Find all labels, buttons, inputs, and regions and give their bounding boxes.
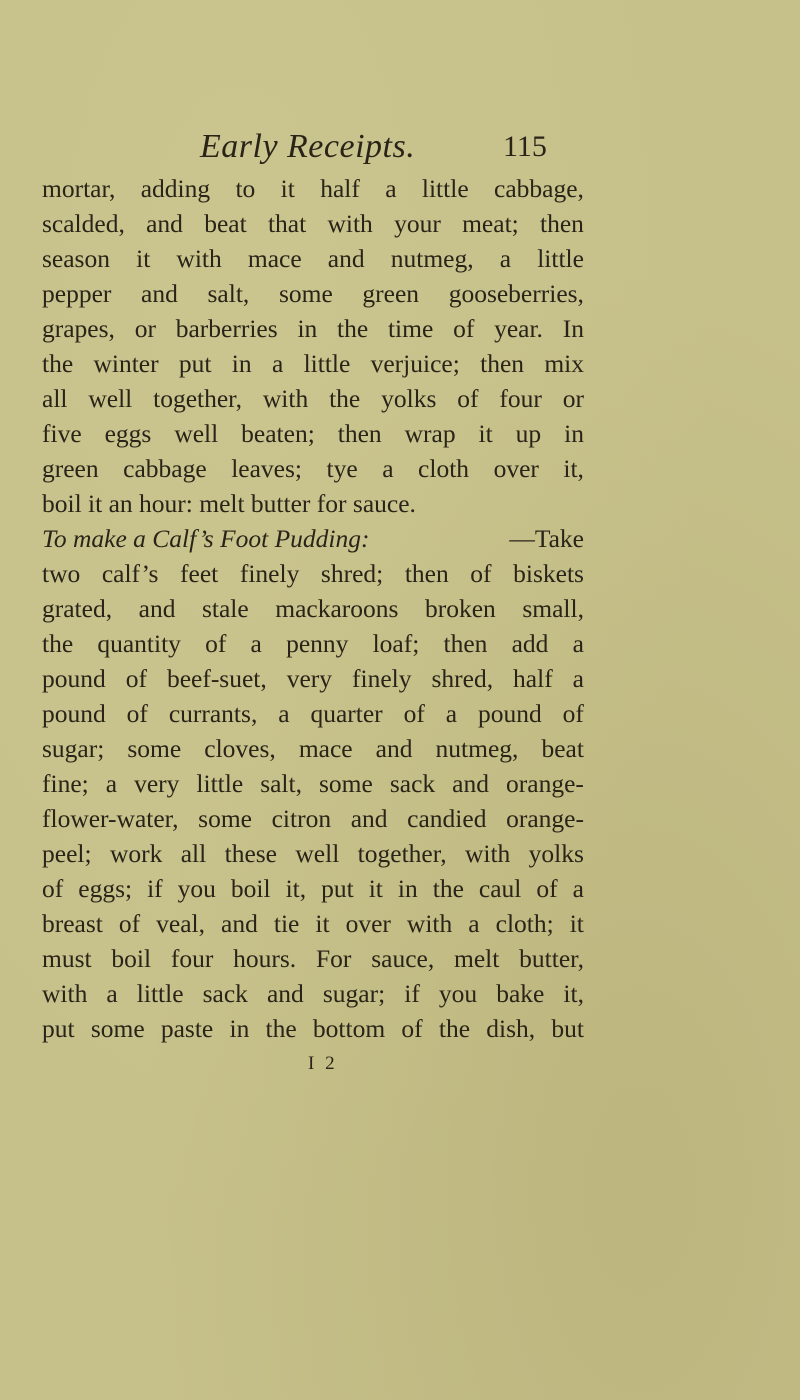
word: boil bbox=[111, 944, 152, 973]
word: the bbox=[438, 1014, 471, 1043]
word: penny bbox=[286, 629, 349, 658]
word: mortar, bbox=[42, 174, 116, 203]
word: calf’s bbox=[101, 559, 159, 588]
word: of bbox=[42, 874, 64, 903]
word: with bbox=[42, 979, 88, 1008]
word: of bbox=[470, 559, 492, 588]
word: it bbox=[368, 874, 383, 903]
word: quantity bbox=[97, 629, 181, 658]
word: if bbox=[147, 874, 163, 903]
word: but bbox=[551, 1014, 584, 1043]
word: For bbox=[315, 944, 352, 973]
text-line bbox=[42, 661, 584, 696]
word: mace bbox=[298, 734, 353, 763]
word: with bbox=[176, 244, 222, 273]
word: two bbox=[42, 559, 81, 588]
word: verjuice; bbox=[370, 349, 460, 378]
word: with bbox=[406, 909, 453, 938]
word: it bbox=[315, 909, 330, 938]
word: a bbox=[106, 979, 118, 1008]
word: over bbox=[493, 454, 539, 483]
word: five bbox=[42, 419, 82, 448]
word: shred, bbox=[431, 664, 494, 693]
word: quarter bbox=[310, 699, 383, 728]
word: and bbox=[221, 909, 258, 938]
word: the bbox=[329, 384, 361, 413]
word: in bbox=[297, 314, 318, 343]
text-line bbox=[42, 766, 584, 801]
word: then bbox=[337, 419, 382, 448]
word: dish, bbox=[486, 1014, 536, 1043]
word: orange- bbox=[506, 769, 584, 798]
word: in bbox=[231, 349, 252, 378]
word: cloves, bbox=[204, 734, 276, 763]
word: sauce, bbox=[371, 944, 435, 973]
word: the bbox=[337, 314, 369, 343]
word: in bbox=[229, 1014, 250, 1043]
word: it bbox=[569, 909, 584, 938]
word: pound bbox=[42, 664, 106, 693]
text-line bbox=[42, 556, 584, 591]
text-line bbox=[42, 696, 584, 731]
word: or bbox=[562, 384, 584, 413]
word: salt, bbox=[207, 279, 250, 308]
text-line bbox=[42, 591, 584, 626]
word: and bbox=[141, 279, 178, 308]
text-line bbox=[42, 416, 584, 451]
word: very bbox=[286, 664, 333, 693]
word: all bbox=[180, 839, 207, 868]
word: leaves; bbox=[231, 454, 303, 483]
word: beaten; bbox=[241, 419, 315, 448]
word: a bbox=[105, 769, 118, 798]
word: sack bbox=[202, 979, 248, 1008]
word: well bbox=[88, 384, 133, 413]
word: nutmeg, bbox=[390, 244, 474, 273]
word: the bbox=[265, 1014, 297, 1043]
word: little bbox=[303, 349, 351, 378]
word: barberries bbox=[175, 314, 278, 343]
word: of bbox=[536, 874, 558, 903]
word: meat; bbox=[462, 209, 519, 238]
word: finely bbox=[352, 664, 412, 693]
word: tye bbox=[326, 454, 358, 483]
word: caul bbox=[478, 874, 522, 903]
word: must bbox=[42, 944, 92, 973]
word: of bbox=[457, 384, 479, 413]
word: adding bbox=[140, 174, 211, 203]
word: bake bbox=[496, 979, 545, 1008]
word: salt, bbox=[260, 769, 302, 798]
text-line bbox=[42, 311, 584, 346]
recipe-heading-rest: —Take bbox=[509, 524, 584, 553]
word: put bbox=[321, 874, 354, 903]
word: you bbox=[438, 979, 478, 1008]
word: with bbox=[327, 209, 373, 238]
word: mace bbox=[247, 244, 302, 273]
word: citron bbox=[271, 804, 332, 833]
word: it, bbox=[563, 979, 584, 1008]
text-line bbox=[42, 976, 584, 1011]
word: butter, bbox=[519, 944, 584, 973]
word: breast bbox=[42, 909, 103, 938]
word: small, bbox=[522, 594, 584, 623]
word: cloth bbox=[418, 454, 470, 483]
word: In bbox=[562, 314, 584, 343]
word: your bbox=[394, 209, 441, 238]
word: a bbox=[250, 629, 262, 658]
word: four bbox=[499, 384, 542, 413]
word: half bbox=[513, 664, 553, 693]
word: and bbox=[350, 804, 388, 833]
word: some bbox=[278, 279, 333, 308]
word: stale bbox=[201, 594, 249, 623]
word: with bbox=[464, 839, 511, 868]
word: grapes, bbox=[42, 314, 115, 343]
word: with bbox=[262, 384, 309, 413]
recipe-heading-line bbox=[42, 521, 584, 556]
word: it bbox=[478, 419, 493, 448]
word: of bbox=[118, 909, 141, 938]
word: it bbox=[280, 174, 295, 203]
word: you bbox=[177, 874, 216, 903]
text-line bbox=[42, 346, 584, 381]
word: a bbox=[572, 664, 584, 693]
word: some bbox=[198, 804, 252, 833]
word: scalded, bbox=[42, 209, 125, 238]
word: it, bbox=[285, 874, 307, 903]
word: cabbage, bbox=[494, 174, 584, 203]
word: green bbox=[42, 454, 99, 483]
word: pound bbox=[477, 699, 542, 728]
word: pound bbox=[42, 699, 106, 728]
word: feet bbox=[180, 559, 219, 588]
word: tie bbox=[273, 909, 300, 938]
word: biskets bbox=[513, 559, 584, 588]
text-line bbox=[42, 801, 584, 836]
word: over bbox=[345, 909, 391, 938]
word: hours. bbox=[233, 944, 297, 973]
word: yolks bbox=[381, 384, 437, 413]
word: bottom bbox=[312, 1014, 386, 1043]
word: paste bbox=[160, 1014, 214, 1043]
word: shred; bbox=[320, 559, 384, 588]
text-line bbox=[42, 276, 584, 311]
word: peel; bbox=[42, 839, 92, 868]
word: to bbox=[235, 174, 256, 203]
word: winter bbox=[93, 349, 159, 378]
word: and bbox=[452, 769, 489, 798]
word: a bbox=[468, 909, 480, 938]
word: mackaroons bbox=[275, 594, 399, 623]
text-line bbox=[42, 941, 584, 976]
text-line bbox=[42, 206, 584, 241]
word: these bbox=[224, 839, 278, 868]
text-line bbox=[42, 731, 584, 766]
word: cabbage bbox=[123, 454, 207, 483]
text-line bbox=[42, 171, 584, 206]
word: a bbox=[572, 874, 584, 903]
word: that bbox=[267, 209, 307, 238]
word: broken bbox=[425, 594, 496, 623]
text-line bbox=[42, 836, 584, 871]
word: pepper bbox=[42, 279, 112, 308]
word: a bbox=[271, 349, 284, 378]
word: it, bbox=[563, 454, 584, 483]
word: candied bbox=[407, 804, 487, 833]
word: sugar; bbox=[42, 734, 105, 763]
word: if bbox=[404, 979, 420, 1008]
word: beat bbox=[204, 209, 247, 238]
word: season bbox=[42, 244, 110, 273]
word: yolks bbox=[528, 839, 584, 868]
word: and bbox=[375, 734, 413, 763]
word: then bbox=[540, 209, 584, 238]
word: a bbox=[385, 174, 397, 203]
word: beat bbox=[541, 734, 584, 763]
text-line bbox=[42, 241, 584, 276]
word: orange- bbox=[506, 804, 584, 833]
word: of bbox=[401, 1014, 423, 1043]
word: a bbox=[499, 244, 512, 273]
word: some bbox=[319, 769, 373, 798]
word: veal, bbox=[156, 909, 206, 938]
word: of bbox=[403, 699, 425, 728]
word: all bbox=[42, 384, 68, 413]
word: a bbox=[572, 629, 584, 658]
word: flower-water, bbox=[42, 804, 179, 833]
text-line bbox=[42, 906, 584, 941]
word: up bbox=[515, 419, 542, 448]
word: little bbox=[537, 244, 584, 273]
word: little bbox=[136, 979, 184, 1008]
text-line: boil it an hour: melt butter for sauce. bbox=[42, 489, 416, 518]
word: mix bbox=[544, 349, 584, 378]
word: beef-suet, bbox=[166, 664, 267, 693]
text-line bbox=[42, 451, 584, 486]
word: and bbox=[327, 244, 365, 273]
word: and bbox=[146, 209, 183, 238]
word: boil bbox=[230, 874, 271, 903]
word: put bbox=[42, 1014, 75, 1043]
word: nutmeg, bbox=[435, 734, 519, 763]
word: little bbox=[421, 174, 469, 203]
word: it bbox=[136, 244, 151, 273]
word: eggs; bbox=[78, 874, 133, 903]
word: little bbox=[196, 769, 244, 798]
word: green bbox=[362, 279, 420, 308]
word: of bbox=[453, 314, 475, 343]
word: year. bbox=[494, 314, 543, 343]
word: half bbox=[320, 174, 360, 203]
word: a bbox=[278, 699, 290, 728]
word: time bbox=[387, 314, 434, 343]
word: finely bbox=[239, 559, 300, 588]
word: together, bbox=[357, 839, 447, 868]
word: cloth; bbox=[495, 909, 554, 938]
word: then bbox=[404, 559, 449, 588]
page-number: 115 bbox=[503, 130, 547, 163]
running-head bbox=[0, 128, 800, 168]
word: a bbox=[382, 454, 394, 483]
word: well bbox=[295, 839, 340, 868]
signature-mark: I 2 bbox=[308, 1053, 338, 1074]
word: and bbox=[138, 594, 176, 623]
text-line bbox=[42, 626, 584, 661]
text-line bbox=[42, 1011, 584, 1046]
word: together, bbox=[153, 384, 243, 413]
word: then bbox=[443, 629, 488, 658]
word: very bbox=[134, 769, 180, 798]
word: melt bbox=[454, 944, 500, 973]
word: of bbox=[126, 699, 148, 728]
word: put bbox=[178, 349, 212, 378]
word: well bbox=[174, 419, 219, 448]
word: the bbox=[42, 349, 74, 378]
body-text bbox=[42, 171, 584, 1046]
word: the bbox=[42, 629, 74, 658]
word: grated, bbox=[42, 594, 113, 623]
word: some bbox=[90, 1014, 145, 1043]
word: sugar; bbox=[322, 979, 386, 1008]
word: add bbox=[511, 629, 549, 658]
recipe-heading: To make a Calf’s Foot Pudding: bbox=[42, 524, 370, 553]
word: and bbox=[266, 979, 304, 1008]
word: of bbox=[125, 664, 147, 693]
word: in bbox=[564, 419, 584, 448]
word: of bbox=[562, 699, 584, 728]
word: some bbox=[127, 734, 182, 763]
word: loaf; bbox=[372, 629, 420, 658]
word: in bbox=[397, 874, 418, 903]
word: of bbox=[205, 629, 227, 658]
word: a bbox=[445, 699, 458, 728]
word: work bbox=[109, 839, 163, 868]
word: wrap bbox=[404, 419, 456, 448]
word: eggs bbox=[104, 419, 152, 448]
word: sack bbox=[389, 769, 436, 798]
text-line bbox=[42, 381, 584, 416]
word: fine; bbox=[42, 769, 89, 798]
word: then bbox=[480, 349, 525, 378]
running-title: Early Receipts. bbox=[200, 128, 416, 165]
word: currants, bbox=[168, 699, 258, 728]
word: or bbox=[134, 314, 156, 343]
word: gooseberries, bbox=[448, 279, 584, 308]
word: the bbox=[432, 874, 464, 903]
word: four bbox=[170, 944, 214, 973]
text-line bbox=[42, 871, 584, 906]
